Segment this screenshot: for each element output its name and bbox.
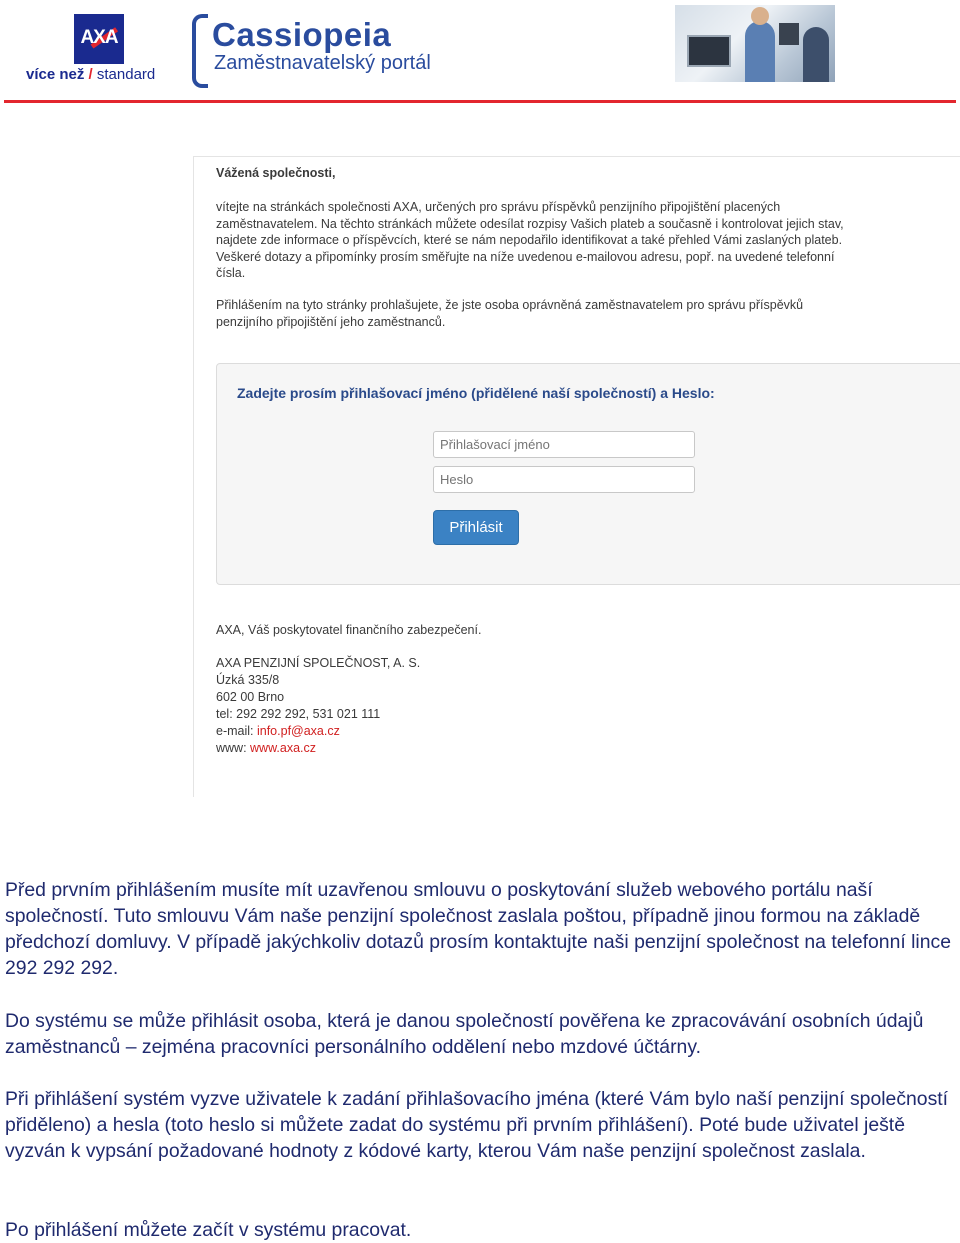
- street: Úzká 335/8: [216, 673, 280, 687]
- tagline-part1: více než: [26, 66, 85, 83]
- company-name: AXA PENZIJNÍ SPOLEČNOST, A. S.: [216, 656, 421, 670]
- login-title: Zadejte prosím přihlašovací jméno (přidělené naší společností) a Heslo:: [237, 385, 715, 401]
- paragraph-login-process: Při přihlášení systém vyzve uživatele k zadání přihlašovacího jména (které Vám bylo naší penzijní společností přiděleno) a hesla (toto heslo si můžete zadat do systému při prvním přihlášení). Poté bude uživatel ještě vyzván k vypsání požadované hodnoty z kódové karty, kterou Vám naše penzijní společnost zaslala.: [5, 1088, 949, 1162]
- login-form: [216, 363, 960, 585]
- provider-text: AXA, Váš poskytovatel finančního zabezpečení.: [216, 623, 482, 637]
- header-divider: [4, 100, 956, 103]
- phone: tel: 292 292 292, 531 021 111: [216, 707, 381, 721]
- greeting: Vážená společnosti,: [216, 166, 336, 180]
- brand-subtitle: Zaměstnavatelský portál: [214, 52, 431, 74]
- intro-text: vítejte na stránkách společnosti AXA, určených pro správu příspěvků penzijního připojištění placených zaměstnavatelem. Na těchto stránkách můžete odesílat rozpisy Vašich plateb a současně i kontrolovat jejich stav, najdete zde informace o příspěvcích, které se nám nepodařilo identifikovat a také přehled Vámi zaslaných plateb. Veškeré dotazy a připomínky prosím směřujte na níže uvedenou e-mailovou adresu, popř. na uvedené telefonní čísla.: [216, 200, 844, 281]
- axa-logo-text: AXA: [80, 27, 118, 48]
- paragraph-authorized-person: Do systému se může přihlásit osoba, která je danou společností pověřena ke zpracovávání osobních údajů zaměstnanců – zejména pracovníci personálního oddělení nebo mzdové účtárny.: [5, 1010, 924, 1058]
- email-line: [216, 723, 420, 740]
- login-button[interactable]: Přihlásit: [433, 510, 519, 545]
- brand-bracket: [192, 14, 208, 88]
- email-link[interactable]: info.pf@axa.cz: [256, 724, 340, 738]
- axa-tagline: více než / standard: [26, 66, 156, 83]
- username-input[interactable]: [433, 431, 695, 458]
- www-link[interactable]: www.axa.cz: [250, 741, 317, 755]
- axa-logo: [74, 14, 124, 64]
- contact-address: [216, 655, 420, 757]
- page-header: [0, 0, 960, 105]
- paragraph-start-work: Po přihlášení můžete začít v systému pracovat.: [5, 1219, 412, 1241]
- notice-text: Přihlášením na tyto stránky prohlašujete, že jste osoba oprávněná zaměstnavatelem pro správu příspěvků penzijního připojištění jeho zaměstnanců.: [216, 298, 804, 329]
- tagline-part2: standard: [96, 66, 156, 83]
- www-label: www:: [216, 741, 251, 755]
- login-page-screenshot: [193, 156, 960, 797]
- paragraph-contract: Před prvním přihlášením musíte mít uzavřenou smlouvu o poskytování služeb webového portálu naší společností. Tuto smlouvu Vám naše penzijní společnost zaslala poštou, případně jinou formou na základě předchozí domluvy. V případě jakýchkoliv dotazů prosím kontaktujte naši penzijní společnost na telefonní lince 292 292 292.: [5, 879, 952, 979]
- office-photo: [675, 5, 835, 82]
- brand-title: Cassiopeia: [212, 16, 392, 53]
- city: 602 00 Brno: [216, 690, 285, 704]
- password-input[interactable]: [433, 466, 695, 493]
- email-label: e-mail:: [216, 724, 257, 738]
- www-line: [216, 740, 420, 757]
